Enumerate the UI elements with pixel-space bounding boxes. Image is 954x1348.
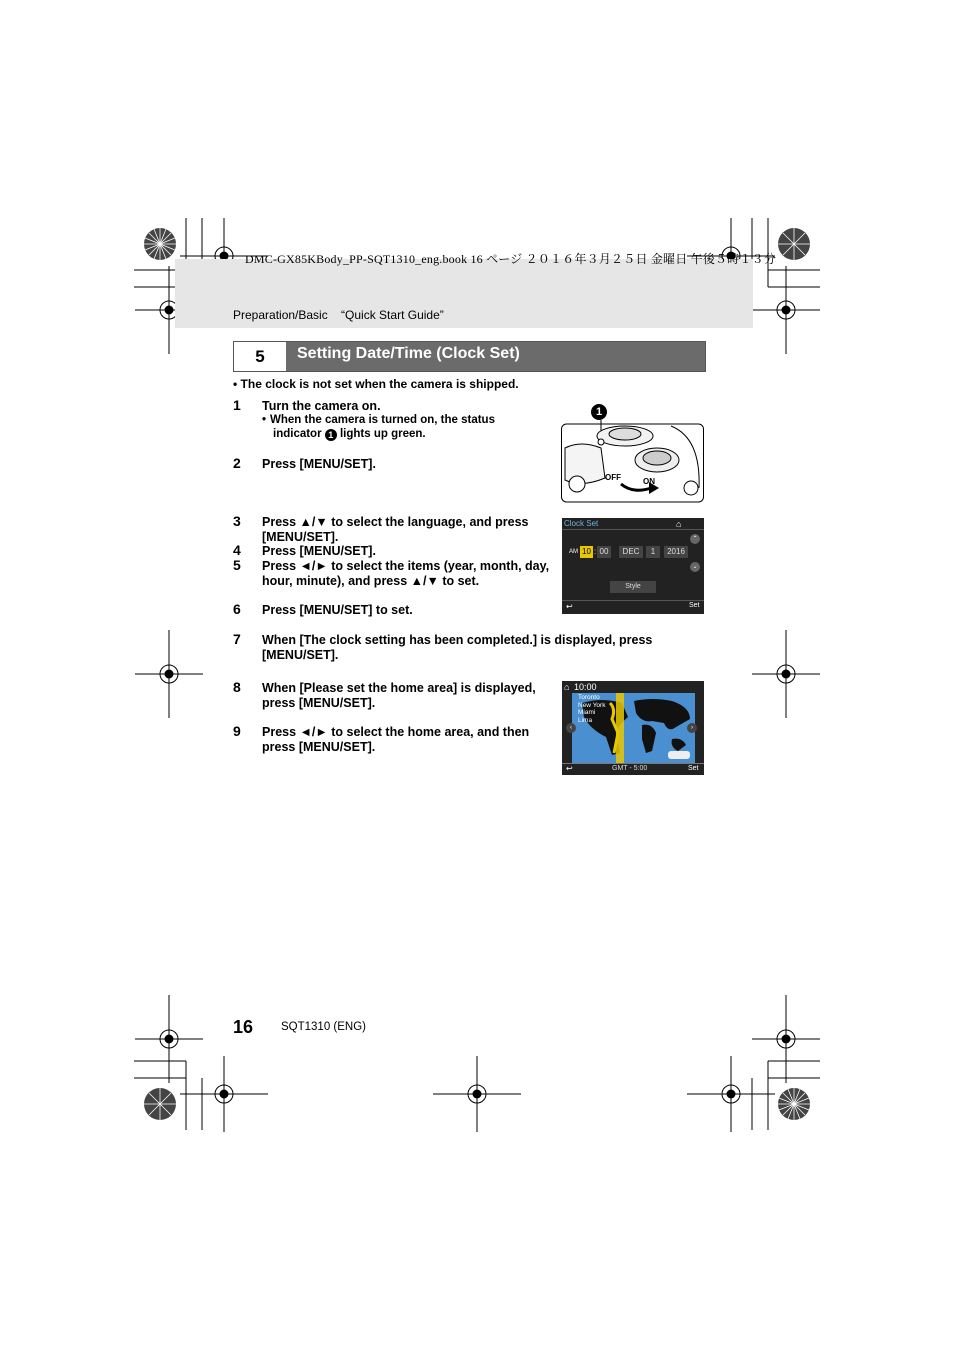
minute-field[interactable]: 00 [597, 546, 611, 558]
step-number: 8 [233, 679, 241, 695]
home-icon: ⌂ [676, 519, 682, 529]
step-number: 6 [233, 601, 241, 617]
home-time: 10:00 [574, 682, 597, 692]
hour-field[interactable]: 10 [580, 546, 593, 558]
style-button[interactable]: Style [610, 581, 656, 593]
year-field[interactable]: 2016 [664, 546, 688, 558]
off-label: OFF [605, 473, 621, 482]
step-number: 7 [233, 631, 241, 647]
step-text: Press [MENU/SET]. [262, 457, 376, 471]
step-number: 2 [233, 455, 241, 471]
list-item: Miami [578, 709, 596, 716]
chevron-right-icon[interactable]: › [687, 723, 697, 733]
step-number: 4 [233, 542, 241, 558]
list-item: Lima [578, 716, 593, 724]
list-item: New York [578, 701, 606, 709]
gmt-offset: GMT - 5:00 [612, 765, 648, 772]
list-item: Toronto [578, 694, 600, 701]
chevron-left-icon[interactable]: ‹ [566, 723, 576, 733]
chevron-down-icon[interactable]: ⌄ [690, 562, 700, 572]
section-title: Setting Date/Time (Clock Set) [297, 345, 520, 362]
on-label: ON [643, 477, 655, 486]
home-area-screen [562, 681, 704, 775]
ampm-label: AM [569, 549, 578, 555]
clock-set-screen: Clock Set ⌂ AM 10 : 00 DEC 1 2016 ⌃ ⌄ Style ↩ Set [562, 518, 704, 614]
set-label[interactable]: Set [689, 602, 700, 609]
print-header: DMC-GX85KBody_PP-SQT1310_eng.book 16 ページ ２０１６年３月２５日 金曜日 午後５時１３分 [245, 252, 777, 266]
chevron-up-icon[interactable]: ⌃ [690, 534, 700, 544]
step-text: Press [MENU/SET]. [262, 544, 376, 558]
home-icon: ⌂ [564, 682, 570, 692]
note: • The clock is not set when the camera is shipped. [233, 377, 519, 391]
step-text: When [The clock setting has been completed.] is displayed, press [MENU/SET]. [262, 633, 653, 662]
back-icon[interactable]: ↩ [566, 602, 573, 611]
step-text: Press [MENU/SET] to set. [262, 603, 413, 617]
step-number: 1 [233, 397, 241, 413]
step-number: 9 [233, 723, 241, 739]
document-code: SQT1310 (ENG) [281, 1021, 366, 1033]
set-label[interactable]: Set [688, 765, 699, 772]
dst-toggle-icon[interactable] [668, 751, 690, 759]
step-text: Press ▲/▼ to select the language, and press [MENU/SET]. [262, 515, 529, 544]
step-text: Turn the camera on. [262, 399, 381, 413]
step-text: Press ◄/► to select the items (year, month, day, hour, minute), and press ▲/▼ to set. [262, 559, 550, 588]
back-icon[interactable]: ↩ [566, 764, 573, 773]
breadcrumb: Preparation/Basic “Quick Start Guide” [233, 308, 444, 322]
step-text: When [Please set the home area] is displayed, press [MENU/SET]. [262, 681, 536, 710]
page-number: 16 [233, 1017, 254, 1037]
step-text: Press ◄/► to select the home area, and then press [MENU/SET]. [262, 725, 530, 754]
marker-1-icon: 1 [591, 404, 607, 420]
step-number: 5 [233, 557, 241, 573]
clock-set-title: Clock Set [564, 519, 599, 528]
month-field[interactable]: DEC [619, 546, 643, 558]
camera-illustration [561, 418, 705, 504]
city-list [578, 694, 605, 724]
marker-1-icon: 1 [325, 429, 337, 441]
day-field[interactable]: 1 [646, 546, 660, 558]
step-subnote: • When the camera is turned on, the status indicator 1 lights up green. [262, 414, 495, 440]
section-number: 5 [234, 342, 286, 371]
step-number: 3 [233, 513, 241, 529]
